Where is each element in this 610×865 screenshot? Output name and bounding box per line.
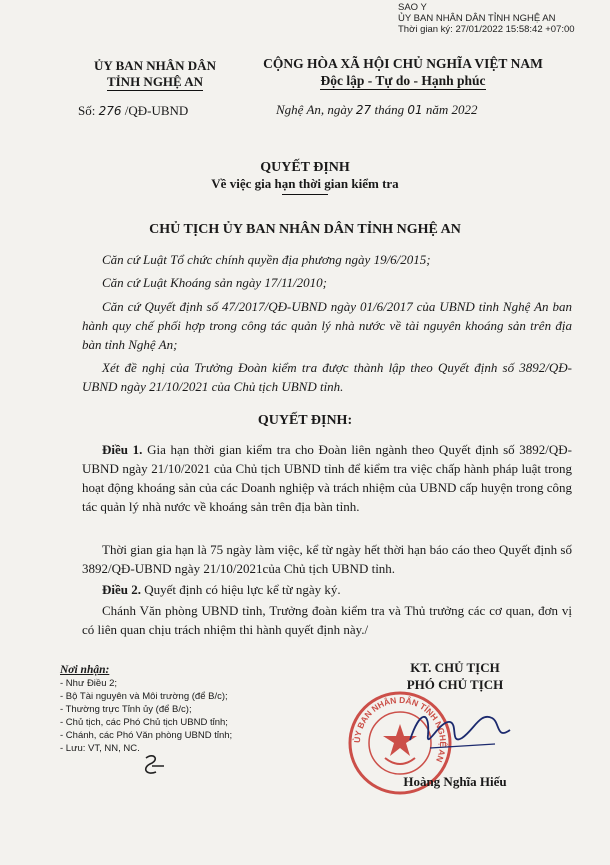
- date-year: năm 2022: [425, 102, 478, 117]
- agency-line1: ỦY BAN NHÂN DÂN: [94, 58, 216, 73]
- article-1: [82, 440, 572, 516]
- motto-wrap: [238, 72, 568, 89]
- number-code: /QĐ-UBND: [124, 103, 189, 118]
- date-month: 01: [407, 103, 423, 117]
- document-number: [78, 103, 188, 119]
- recipient-item: - Như Điều 2;: [60, 678, 118, 689]
- closing-paragraph: Chánh Văn phòng UBND tỉnh, Trưởng đoàn kiểm tra và Thủ trưởng các cơ quan, đơn vị có liên quan chịu trách nhiệm thi hành quyết định này./: [82, 603, 572, 637]
- signer-name: Hoàng Nghĩa Hiếu: [403, 774, 507, 789]
- date-day: 27: [355, 103, 372, 117]
- recipients-title: Nơi nhận:: [60, 664, 110, 676]
- copy-stamp-line1: SAO Y: [398, 2, 427, 13]
- copy-stamp-line2: ỦY BAN NHÂN DÂN TỈNH NGHỆ AN: [398, 13, 556, 24]
- motto: Độc lập - Tự do - Hạnh phúc: [320, 73, 486, 88]
- article-1-extension: Thời gian gia hạn là 75 ngày làm việc, kể từ ngày hết thời hạn báo cáo theo Quyết định số 3892/QĐ-UBND ngày 21/10/2021của Chủ tịch UBND tỉnh.: [82, 542, 572, 576]
- signature-role1: KT. CHỦ TỊCH: [410, 660, 500, 675]
- article-2-text: Quyết định có hiệu lực kể từ ngày ký.: [144, 582, 341, 597]
- recipient-item: - Chủ tịch, các Phó Chủ tịch UBND tỉnh;: [60, 717, 228, 728]
- basis-1: Căn cứ Luật Tổ chức chính quyền địa phương ngày 19/6/2015;: [102, 252, 431, 267]
- copy-stamp: [398, 2, 575, 35]
- doc-subtitle: Về việc gia hạn thời gian kiểm tra: [211, 176, 399, 191]
- basis-4: Xét đề nghị của Trưởng Đoàn kiểm tra được thành lập theo Quyết định số 3892/QĐ-UBND ngày 21/10/2021 của Chủ tịch UBND tỉnh.: [82, 360, 572, 394]
- basis-3: Căn cứ Quyết định số 47/2017/QĐ-UBND ngày 01/6/2017 của UBND tỉnh Nghệ An ban hành quy chế phối hợp trong công tác quản lý nhà nước về tài nguyên khoáng sản trên địa bàn tỉnh Nghệ An;: [82, 299, 572, 352]
- nation-header: [238, 55, 568, 89]
- agency-line2: TỈNH NGHỆ AN: [106, 74, 204, 89]
- recipients-list: [60, 664, 232, 755]
- basis-2: Căn cứ Luật Khoáng sản ngày 17/11/2010;: [102, 275, 327, 290]
- date-month-label: tháng: [374, 102, 405, 117]
- issue-date: [276, 102, 478, 118]
- decision-heading: QUYẾT ĐỊNH:: [257, 413, 353, 428]
- authority-heading: CHỦ TỊCH ỦY BAN NHÂN DÂN TỈNH NGHỆ AN: [149, 222, 461, 237]
- agency-line2-wrap: [60, 74, 250, 90]
- initials-mark: [140, 752, 170, 778]
- article-2: [82, 580, 572, 599]
- article-2-label: Điều 2.: [102, 582, 141, 597]
- article-1-text: Gia hạn thời gian kiểm tra cho Đoàn liên ngành theo Quyết định số 3892/QĐ-UBND ngày 21/10/2021 của Chủ tịch UBND tỉnh để kiểm tra việc chấp hành pháp luật trong hoạt động khoáng sản của các Doanh nghiệp và trách nhiệm của UBND cấp huyện trong công tác quản lý nhà nước về khoáng sản trên địa bàn tỉnh.: [82, 442, 573, 514]
- copy-stamp-line3: Thời gian ký: 27/01/2022 15:58:42 +07:00: [398, 24, 575, 35]
- date-prefix: Nghệ An, ngày: [276, 102, 353, 117]
- number-label: Số:: [78, 103, 96, 118]
- recipient-item: - Thường trực Tỉnh ủy (để B/c);: [60, 704, 192, 715]
- recipient-item: - Bộ Tài nguyên và Môi trường (để B/c);: [60, 691, 228, 702]
- agency-header: [60, 58, 250, 90]
- number-handwritten: 276: [98, 104, 122, 118]
- signature-role2: PHÓ CHỦ TỊCH: [406, 677, 504, 692]
- title-underline: [282, 194, 328, 195]
- article-1-label: Điều 1.: [102, 442, 143, 457]
- nation-title: CỘNG HÒA XÃ HỘI CHỦ NGHĨA VIỆT NAM: [263, 56, 543, 71]
- handwritten-signature: [400, 700, 520, 760]
- recipient-item: - Lưu: VT, NN, NC.: [60, 743, 140, 754]
- recipient-item: - Chánh, các Phó Văn phòng UBND tỉnh;: [60, 730, 233, 741]
- seal-text: ỦY BAN NHÂN DÂN TỈNH NGHỆ AN: [351, 694, 449, 764]
- doc-title: QUYẾT ĐỊNH: [260, 160, 350, 175]
